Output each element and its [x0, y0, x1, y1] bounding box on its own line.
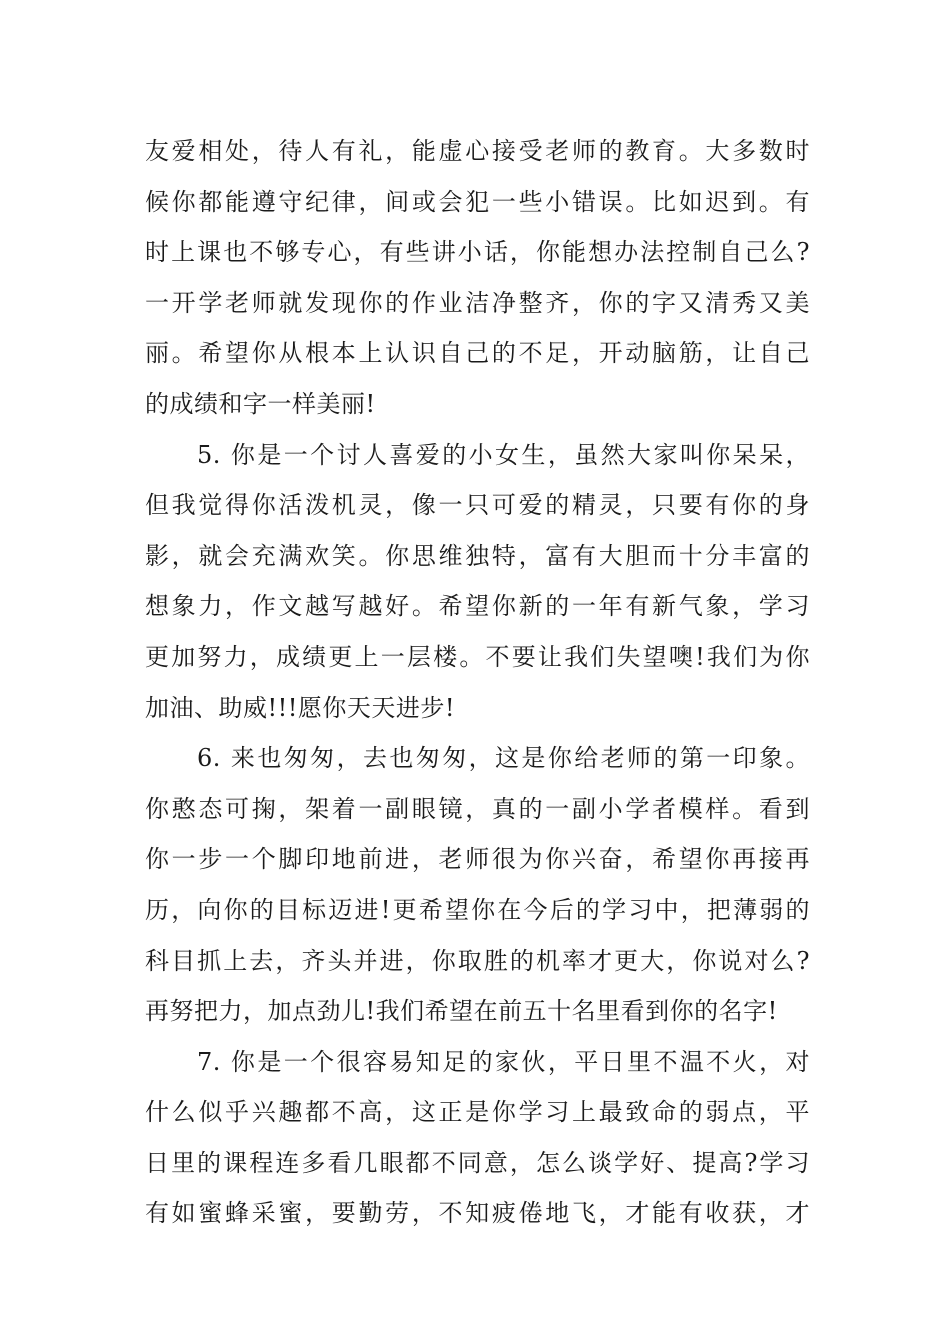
text-line: 友爱相处，待人有礼，能虚心接受老师的教育。大多数时 [145, 137, 810, 165]
text-line: 你一步一个脚印地前进，老师很为你兴奋，希望你再接再 [145, 845, 810, 874]
text-line: 6. 来也匆匆，去也匆匆，这是你给老师的第一印象。 [197, 744, 810, 773]
text-line: 时上课也不够专心，有些讲小话，你能想办法控制自己么? [145, 238, 810, 267]
text-line: 想象力，作文越写越好。希望你新的一年有新气象，学习 [145, 592, 810, 621]
text-line: 的成绩和字一样美丽! [145, 389, 376, 418]
text-line: 但我觉得你活泼机灵，像一只可爱的精灵，只要有你的身 [145, 491, 810, 520]
text-line: 候你都能遵守纪律，间或会犯一些小错误。比如迟到。有 [145, 187, 810, 216]
text-line: 一开学老师就发现你的作业洁净整齐，你的字又清秀又美 [145, 288, 810, 317]
text-line: 什么似乎兴趣都不高，这正是你学习上最致命的弱点，平 [145, 1098, 810, 1127]
text-line: 7. 你是一个很容易知足的家伙，平日里不温不火，对 [197, 1047, 810, 1076]
text-line: 日里的课程连多看几眼都不同意，怎么谈学好、提高?学习 [145, 1148, 810, 1177]
text-line: 5. 你是一个讨人喜爱的小女生，虽然大家叫你呆呆， [197, 440, 810, 469]
text-line: 你憨态可掬，架着一副眼镜，真的一副小学者模样。看到 [145, 794, 810, 823]
text-line: 更加努力，成绩更上一层楼。不要让我们失望噢!我们为你 [145, 642, 810, 671]
text-line: 再努把力，加点劲儿!我们希望在前五十名里看到你的名字! [145, 997, 778, 1026]
text-line: 科目抓上去，齐头并进，你取胜的机率才更大，你说对么? [145, 946, 810, 975]
text-line: 加油、助威!!!愿你天天进步! [145, 693, 456, 722]
text-line: 有如蜜蜂采蜜，要勤劳，不知疲倦地飞，才能有收获，才 [145, 1199, 810, 1228]
text-line: 丽。希望你从根本上认识自己的不足，开动脑筋，让自己 [145, 339, 810, 368]
document-body [145, 126, 810, 1239]
text-line: 历，向你的目标迈进!更希望你在今后的学习中，把薄弱的 [145, 895, 810, 924]
text-line: 影，就会充满欢笑。你思维独特，富有大胆而十分丰富的 [145, 541, 810, 570]
